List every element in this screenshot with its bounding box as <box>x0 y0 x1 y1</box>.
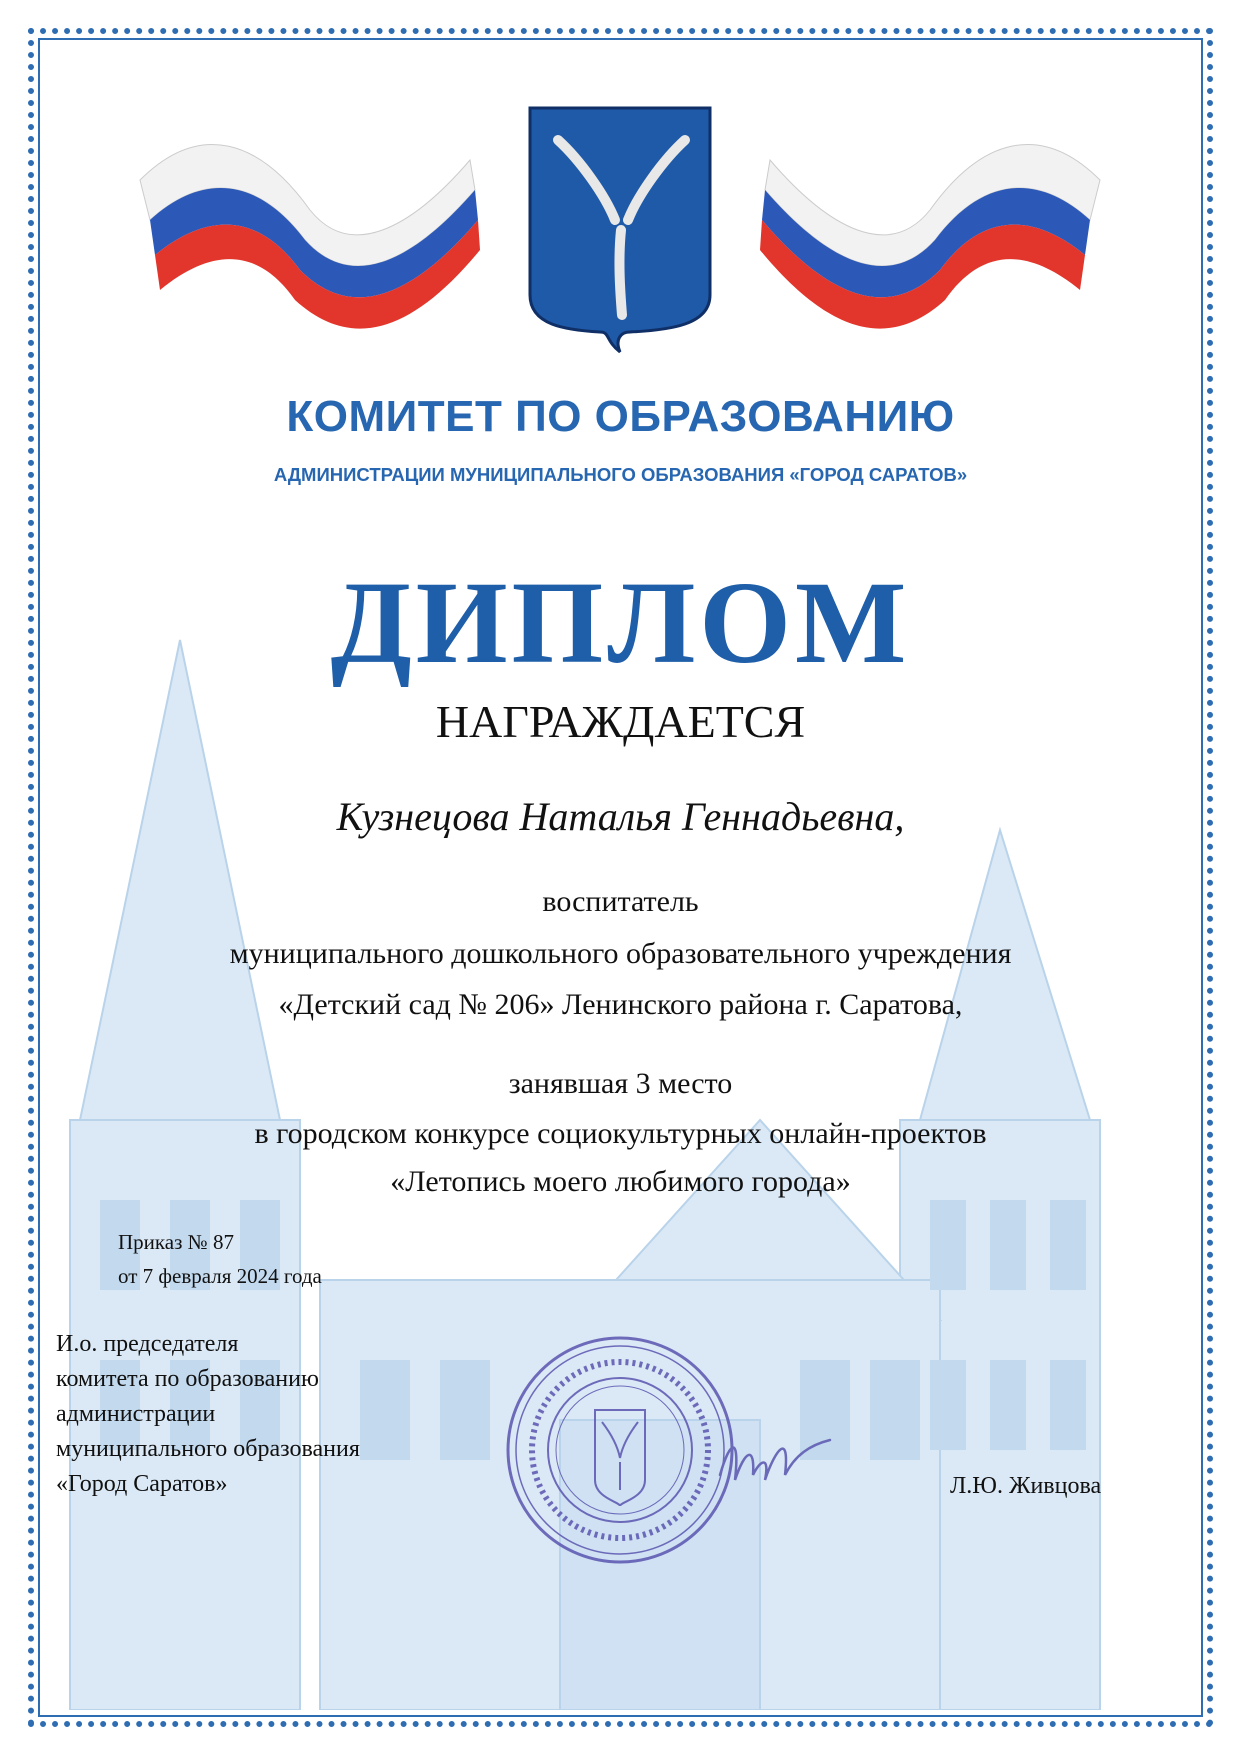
order-number: Приказ № 87 <box>118 1230 234 1254</box>
official-stamp <box>500 1330 740 1570</box>
institution-line-1: муниципального дошкольного образовательного учреждения <box>229 937 1012 970</box>
awarded-heading: НАГРАЖДАЕТСЯ <box>435 696 806 747</box>
recipient-name: Кузнецова Наталья Геннадьевна, <box>336 794 905 839</box>
institution-line-2: «Детский сад № 206» Ленинского района г. Саратова, <box>278 988 963 1021</box>
signatory-line: администрации <box>56 1401 216 1427</box>
signatory-line: И.о. председателя <box>56 1331 239 1357</box>
signatory-line: комитета по образованию <box>56 1366 319 1392</box>
contest-line-2: «Летопись моего любимого города» <box>390 1165 851 1198</box>
diploma-title: ДИПЛОМ <box>330 557 911 688</box>
saratov-coat-of-arms <box>530 108 710 352</box>
signatory-line: «Город Саратов» <box>56 1471 228 1497</box>
recipient-position: воспитатель <box>542 885 699 918</box>
signatory-name: Л.Ю. Живцова <box>950 1473 1102 1499</box>
order-date: от 7 февраля 2024 года <box>118 1264 322 1288</box>
place-text: занявшая 3 место <box>508 1067 733 1100</box>
order-info <box>118 1225 322 1293</box>
flag-ribbon-and-coat-of-arms <box>110 100 1130 360</box>
committee-subtitle: АДМИНИСТРАЦИИ МУНИЦИПАЛЬНОГО ОБРАЗОВАНИЯ «ГОРОД САРАТОВ» <box>273 464 968 485</box>
committee-title: КОМИТЕТ ПО ОБРАЗОВАНИЮ <box>286 392 955 441</box>
signatory-title <box>56 1327 360 1502</box>
right-flag-ribbon <box>760 144 1100 328</box>
left-flag-ribbon <box>140 144 480 328</box>
contest-line-1: в городском конкурсе социокультурных онлайн-проектов <box>254 1117 987 1150</box>
signatory-line: муниципального образования <box>56 1436 360 1462</box>
handwritten-signature <box>715 1420 835 1500</box>
